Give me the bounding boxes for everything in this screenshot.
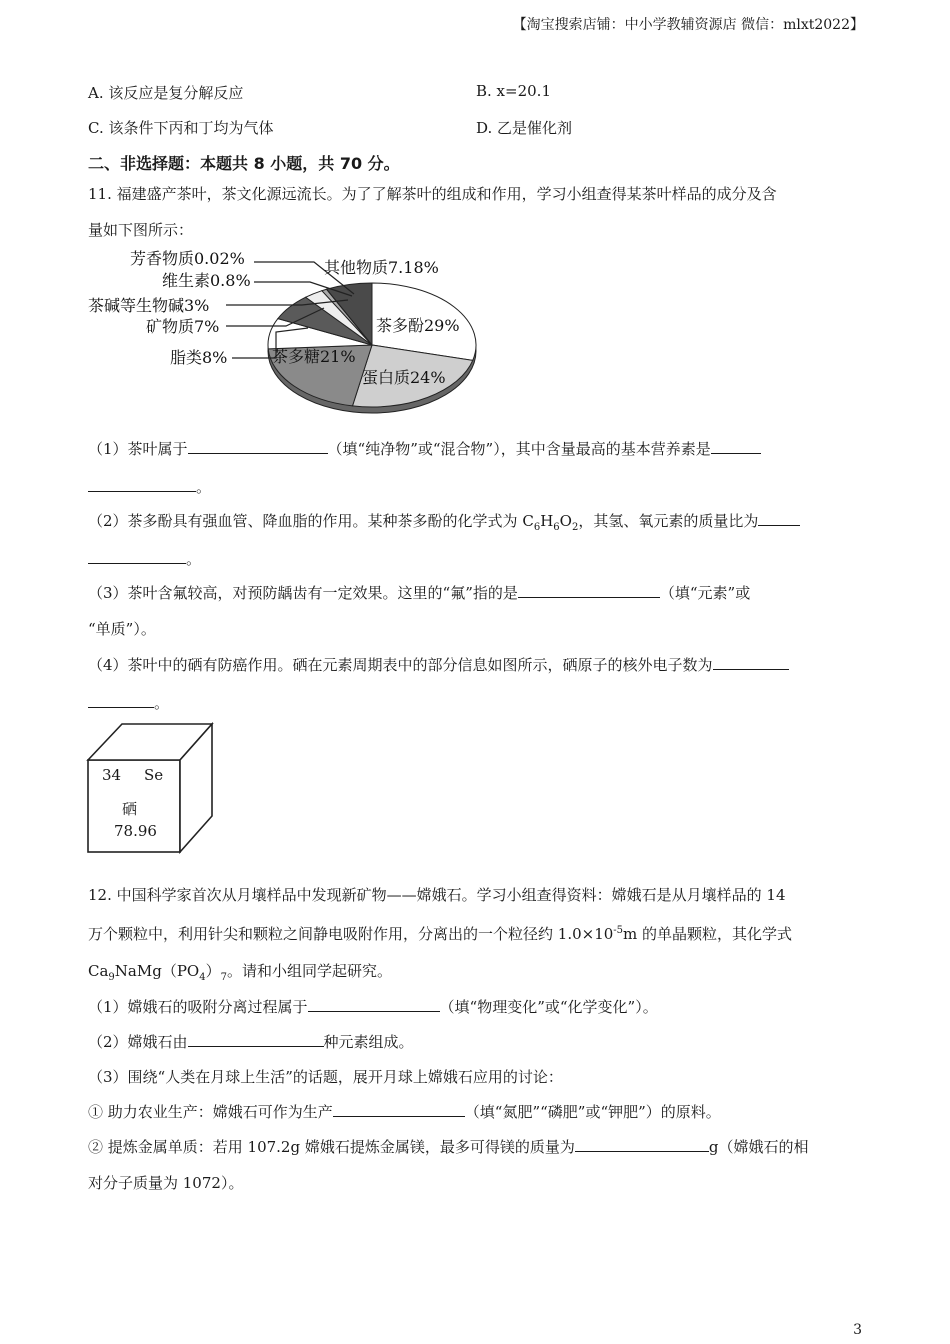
formula-subscript: 6: [553, 522, 560, 533]
q12-part1-text-b: （填“物理变化”或“化学变化”）。: [439, 998, 658, 1016]
answer-blank[interactable]: [88, 477, 196, 492]
answer-blank[interactable]: [188, 1032, 324, 1047]
q11-part4-line2: [88, 692, 169, 713]
q11-part3-line1: [88, 582, 750, 603]
answer-blank[interactable]: [713, 655, 789, 670]
q12-intro-text-c: 。请和小组同学起研究。: [226, 962, 392, 980]
q11-part3-text-b: （填“元素”或: [659, 584, 751, 602]
exponent: -5: [613, 925, 624, 936]
q12-intro-line2: [88, 923, 792, 944]
q11-part1-line1: [88, 438, 761, 459]
slice-label-tea-polyphenol: 茶多酚29%: [376, 316, 460, 335]
q11-part1-line2: [88, 476, 211, 497]
atomic-mass: 78.96: [114, 822, 157, 840]
formula-subscript: 7: [220, 972, 227, 983]
q11-intro-line2: 量如下图所示：: [88, 221, 194, 239]
q11-part1-text-b: （填“纯净物”或“混合物”），其中含量最高的基本营养素是: [327, 440, 711, 458]
slice-label-alkaloid: 茶碱等生物碱3%: [88, 296, 210, 315]
answer-blank[interactable]: [188, 439, 328, 454]
formula-part: NaMg（PO: [114, 962, 200, 980]
formula-part: ）: [205, 962, 221, 980]
formula-subscript: 6: [533, 522, 541, 533]
formula-subscript: 4: [199, 972, 206, 983]
answer-blank[interactable]: [758, 511, 800, 526]
q12-part3-item2: [88, 1136, 808, 1157]
slice-label-aroma: 芳香物质0.02%: [130, 249, 245, 268]
formula-part: Ca: [88, 962, 109, 980]
slice-label-tea-polysaccharide: 茶多糖21%: [272, 347, 356, 366]
slice-label-mineral: 矿物质7%: [146, 317, 220, 336]
slice-label-other: 其他物质7.18%: [324, 258, 439, 277]
q12-part2-text-a: （2）嫦娥石由: [88, 1033, 188, 1051]
q11-part3-line2: “单质”）。: [88, 620, 156, 638]
slice-label-vitamin: 维生素0.8%: [162, 271, 251, 290]
page-number: 3: [853, 1322, 862, 1338]
q12-part3-item2-line2: 对分子质量为 1072）。: [88, 1174, 244, 1192]
q12-intro-line3: [88, 960, 392, 983]
element-name: 硒: [122, 800, 138, 818]
q12-part3-item1-text-a: ① 助力农业生产：嫦娥石可作为生产: [88, 1103, 333, 1121]
pie-chart-svg: [86, 244, 486, 420]
q11-part2-end: 。: [186, 550, 202, 568]
formula-subscript: 2: [571, 522, 579, 533]
q11-part4-end: 。: [154, 694, 170, 712]
formula-part: O: [559, 512, 572, 530]
q11-part2-text-a: （2）茶多酚具有强血管、降血脂的作用。某种茶多酚的化学式为: [88, 512, 523, 530]
formula-part: C: [522, 512, 534, 530]
option-c: C. 该条件下丙和丁均为气体: [88, 119, 274, 137]
q12-intro-line1: 12. 中国科学家首次从月壤样品中发现新矿物——嫦娥石。学习小组查得资料：嫦娥石是从月壤样品的 14: [88, 886, 786, 904]
page-header: 【淘宝搜索店铺：中小学教辅资源店 微信：mlxt2022】: [512, 17, 864, 33]
q11-part2-text-b: ，其氢、氧元素的质量比为: [578, 512, 759, 530]
q12-part3-item2-text-a: ② 提炼金属单质：若用 107.2g 嫦娥石提炼金属镁，最多可得镁的质量为: [88, 1138, 575, 1156]
q11-part3-text-a: （3）茶叶含氟较高，对预防龋齿有一定效果。这里的“氟”指的是: [88, 584, 518, 602]
q11-part4-text-a: （4）茶叶中的硒有防癌作用。硒在元素周期表中的部分信息如图所示，硒原子的核外电子数为: [88, 656, 713, 674]
option-b: B. x=20.1: [476, 82, 551, 100]
formula-tea-polyphenol: [522, 512, 579, 533]
formula-change-e-stone: [88, 962, 227, 983]
slice-label-lipid: 脂类8%: [170, 348, 228, 367]
q12-intro-text-b: m 的单晶颗粒，其化学式: [623, 925, 793, 943]
q12-part2: [88, 1031, 414, 1052]
answer-blank[interactable]: [88, 549, 186, 564]
slice-label-protein: 蛋白质24%: [362, 368, 446, 387]
q11-part4-line1: [88, 654, 789, 675]
q12-part2-text-b: 种元素组成。: [323, 1033, 414, 1051]
q12-part1-text-a: （1）嫦娥石的吸附分离过程属于: [88, 998, 308, 1016]
answer-blank[interactable]: [711, 439, 761, 454]
atomic-number: 34: [102, 766, 122, 784]
q12-intro-text-a: 万个颗粒中，利用针尖和颗粒之间静电吸附作用，分离出的一个粒径约 1.0×10: [88, 925, 614, 943]
q11-intro-line1: 11. 福建盛产茶叶，茶文化源远流长。为了了解茶叶的组成和作用，学习小组查得某茶叶样品的成分及含: [88, 185, 777, 203]
q12-part3: （3）围绕“人类在月球上生活”的话题，展开月球上嫦娥石应用的讨论：: [88, 1068, 563, 1086]
pie-chart: [86, 244, 486, 420]
option-d: D. 乙是催化剂: [476, 119, 573, 137]
q12-part3-item1-text-b: （填“氮肥”“磷肥”或“钾肥”）的原料。: [464, 1103, 721, 1121]
q12-part3-item2-text-b: g（嫦娥石的相: [708, 1138, 809, 1156]
answer-blank[interactable]: [88, 693, 154, 708]
answer-blank[interactable]: [333, 1102, 465, 1117]
q12-part1: [88, 996, 658, 1017]
option-a: A. 该反应是复分解反应: [88, 84, 244, 102]
q12-part3-item1: [88, 1101, 721, 1122]
selenium-element-cell: [86, 722, 216, 854]
answer-blank[interactable]: [308, 997, 440, 1012]
answer-blank[interactable]: [518, 583, 660, 598]
q11-part1-text-a: （1）茶叶属于: [88, 440, 188, 458]
formula-subscript: 9: [108, 972, 115, 983]
answer-blank[interactable]: [575, 1137, 709, 1152]
q11-part1-end: 。: [196, 478, 212, 496]
section-title: 二、非选择题：本题共 8 小题，共 70 分。: [88, 154, 400, 173]
q11-part2-line1: [88, 510, 800, 533]
element-symbol: Se: [144, 766, 164, 784]
q11-part2-line2: [88, 548, 201, 569]
formula-part: H: [540, 512, 554, 530]
